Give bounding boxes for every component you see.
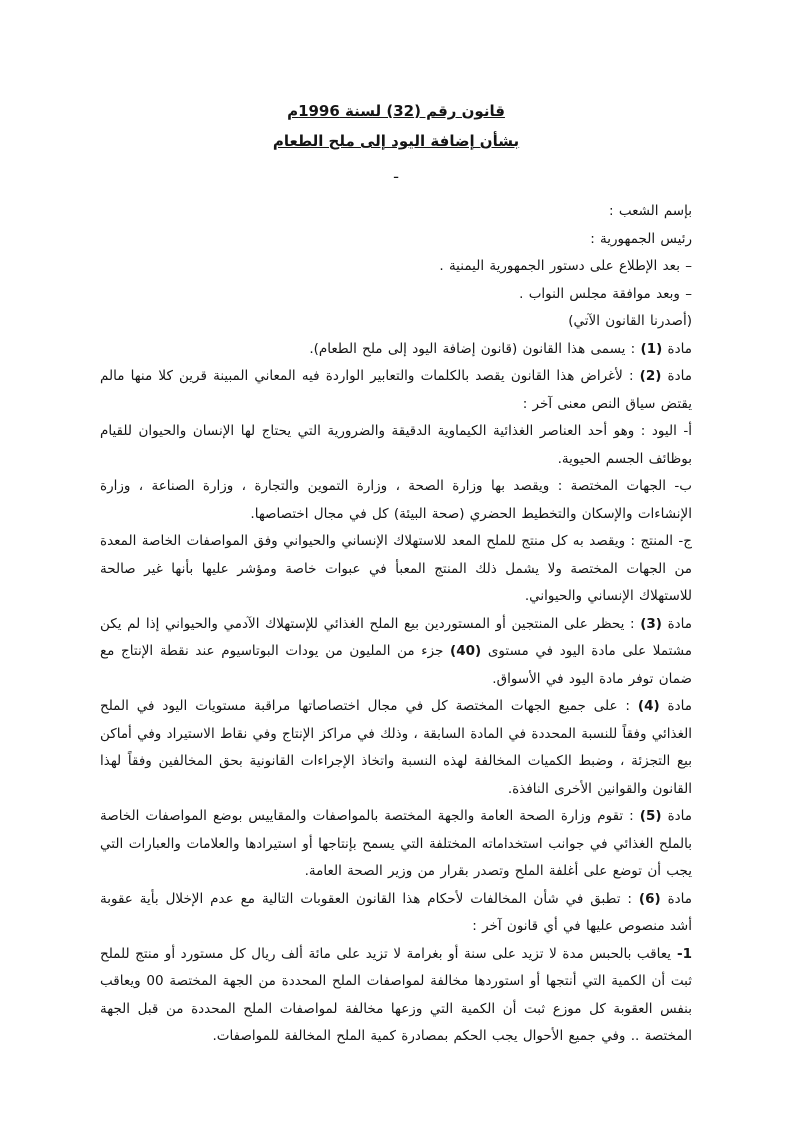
- paragraph-text: جزء من المليون من يودات البوتاسيوم عند نقطة الإنتاج مع ضمان توفر مادة اليود في الأسواق.: [100, 643, 692, 687]
- paragraph-text: مادة: [661, 368, 692, 384]
- paragraph: [100, 886, 692, 941]
- paragraph-text: : على جميع الجهات المختصة كل في مجال اختصاصاتها مراقبة مستويات اليود في الملح الغذائي وفقاً للنسبة المحددة في المادة السابقة ، وذلك في مراكز الإنتاج وفي نقاط الاستيراد وفي أماكن بيع التجزئة ، وضبط الكميات المخالفة لهذه النسبة واتخاذ الإجراءات القانونية بحق المخالفين وفقاً لهذا القانون والقوانين الأخرى النافذة.: [100, 698, 692, 797]
- paragraph-text: : لأغراض هذا القانون يقصد بالكلمات والتعابير الواردة فيه المعاني المبينة قرين كلا منها مالم يقتض سياق النص معنى آخر :: [100, 368, 692, 412]
- paragraph-bold-text: (4): [637, 698, 660, 714]
- title-separator: ـ: [393, 166, 399, 182]
- paragraph-text: : تقوم وزارة الصحة العامة والجهة المختصة بالمواصفات والمقاييس بوضع المواصفات الخاصة بالملح الغذائي في جوانب استخداماته المختلفة التي يسمح بإنتاجها أو استيرادها والعلامات والعبارات التي يجب أن توضع على أغلفة الملح وتصدر بقرار من وزير الصحة العامة.: [100, 808, 692, 879]
- paragraph-text: مادة: [659, 698, 692, 714]
- paragraph-text: – وبعد موافقة مجلس النواب .: [519, 285, 692, 302]
- paragraph: [100, 281, 692, 309]
- paragraph: [100, 418, 692, 473]
- document-title: [100, 96, 692, 156]
- document-title-line1: قانون رقم (32) لسنة 1996م: [287, 102, 505, 120]
- paragraph-text: يعاقب بالحبس مدة لا تزيد على سنة أو بغرامة لا تزيد على مائة ألف ريال كل مستورد أو منتج للملح ثبت أن الكمية التي أنتجها أو استوردها مخالفة لمواصفات الملح المحددة من الجهة المختصة 00 ويعاقب بنفس العقوبة كل موزع ثبت أن الكمية التي وزعها مخالفة لمواصفات الملح المحددة من قبل الجهة المختصة .. وفي جميع الأحوال يجب الحكم بمصادرة كمية الملح المخالفة للمواصفات.: [100, 945, 693, 1044]
- paragraph: [100, 253, 692, 281]
- paragraph-text: ب- الجهات المختصة : ويقصد بها وزارة الصحة ، وزارة التموين والتجارة ، وزارة الصناعة ، وزارة الإنشاءات والإسكان والتخطيط الحضري (صحة البيئة) كل في مجال اختصاصها.: [100, 478, 692, 522]
- paragraph-text: مادة: [661, 615, 692, 632]
- document-body: [100, 198, 692, 1051]
- paragraph: [100, 473, 692, 528]
- paragraph-text: مادة: [662, 340, 692, 357]
- paragraph: [100, 941, 692, 1051]
- paragraph-bold-text: (1): [640, 340, 663, 357]
- paragraph-text: رئيس الجمهورية :: [590, 230, 692, 247]
- paragraph: [100, 308, 692, 336]
- paragraph-text: أ- اليود : وهو أحد العناصر الغذائية الكيماوية الدقيقة والضرورية التي يحتاج لها الإنسان والحيوان للقيام بوظائف الجسم الحيوية.: [100, 423, 692, 467]
- paragraph-text: مادة: [661, 808, 692, 824]
- paragraph-text: : تطبق في شأن المخالفات لأحكام هذا القانون العقوبات التالية مع عدم الإخلال بأية عقوبة أشد منصوص عليها في أي قانون آخر :: [100, 890, 692, 934]
- paragraph: [100, 693, 692, 803]
- document-title-line2: بشأن إضافة اليود إلى ملح الطعام: [272, 132, 520, 150]
- paragraph-text: : يحظر على المنتجين أو المستوردين بيع الملح الغذائي للإستهلاك الآدمي والحيواني إذا لم يكن مشتملا على مادة اليود في مستوى: [100, 615, 692, 659]
- paragraph-text: (أصدرنا القانون الآتي): [568, 313, 692, 329]
- paragraph: [100, 226, 692, 254]
- paragraph-text: : يسمى هذا القانون (قانون إضافة اليود إلى ملح الطعام).: [309, 340, 641, 357]
- paragraph-text: مادة: [660, 890, 692, 907]
- paragraph-bold-text: (6): [638, 890, 661, 907]
- paragraph: [100, 198, 692, 226]
- paragraph: [100, 803, 692, 886]
- paragraph-bold-text: 1-: [671, 945, 692, 962]
- paragraph: [100, 528, 692, 611]
- paragraph: [100, 611, 692, 694]
- paragraph: [100, 363, 692, 418]
- paragraph: [100, 336, 692, 364]
- paragraph-bold-text: (40): [450, 643, 482, 659]
- paragraph-text: بإسم الشعب :: [609, 203, 692, 219]
- paragraph-bold-text: (5): [639, 808, 662, 824]
- paragraph-bold-text: (2): [639, 368, 662, 384]
- paragraph-text: – بعد الإطلاع على دستور الجمهورية اليمنية .: [439, 258, 692, 274]
- paragraph-text: ج- المنتج : ويقصد به كل منتج للملح المعد للاستهلاك الإنساني والحيواني وفق المواصفات الخاصة المعدة من الجهات المختصة ولا يشمل ذلك المنتج المعبأ في عبوات خاصة ومؤشر عليها بأنها غير صالحة للاستهلاك الإنساني والحيواني.: [100, 533, 692, 604]
- paragraph-bold-text: (3): [640, 615, 662, 632]
